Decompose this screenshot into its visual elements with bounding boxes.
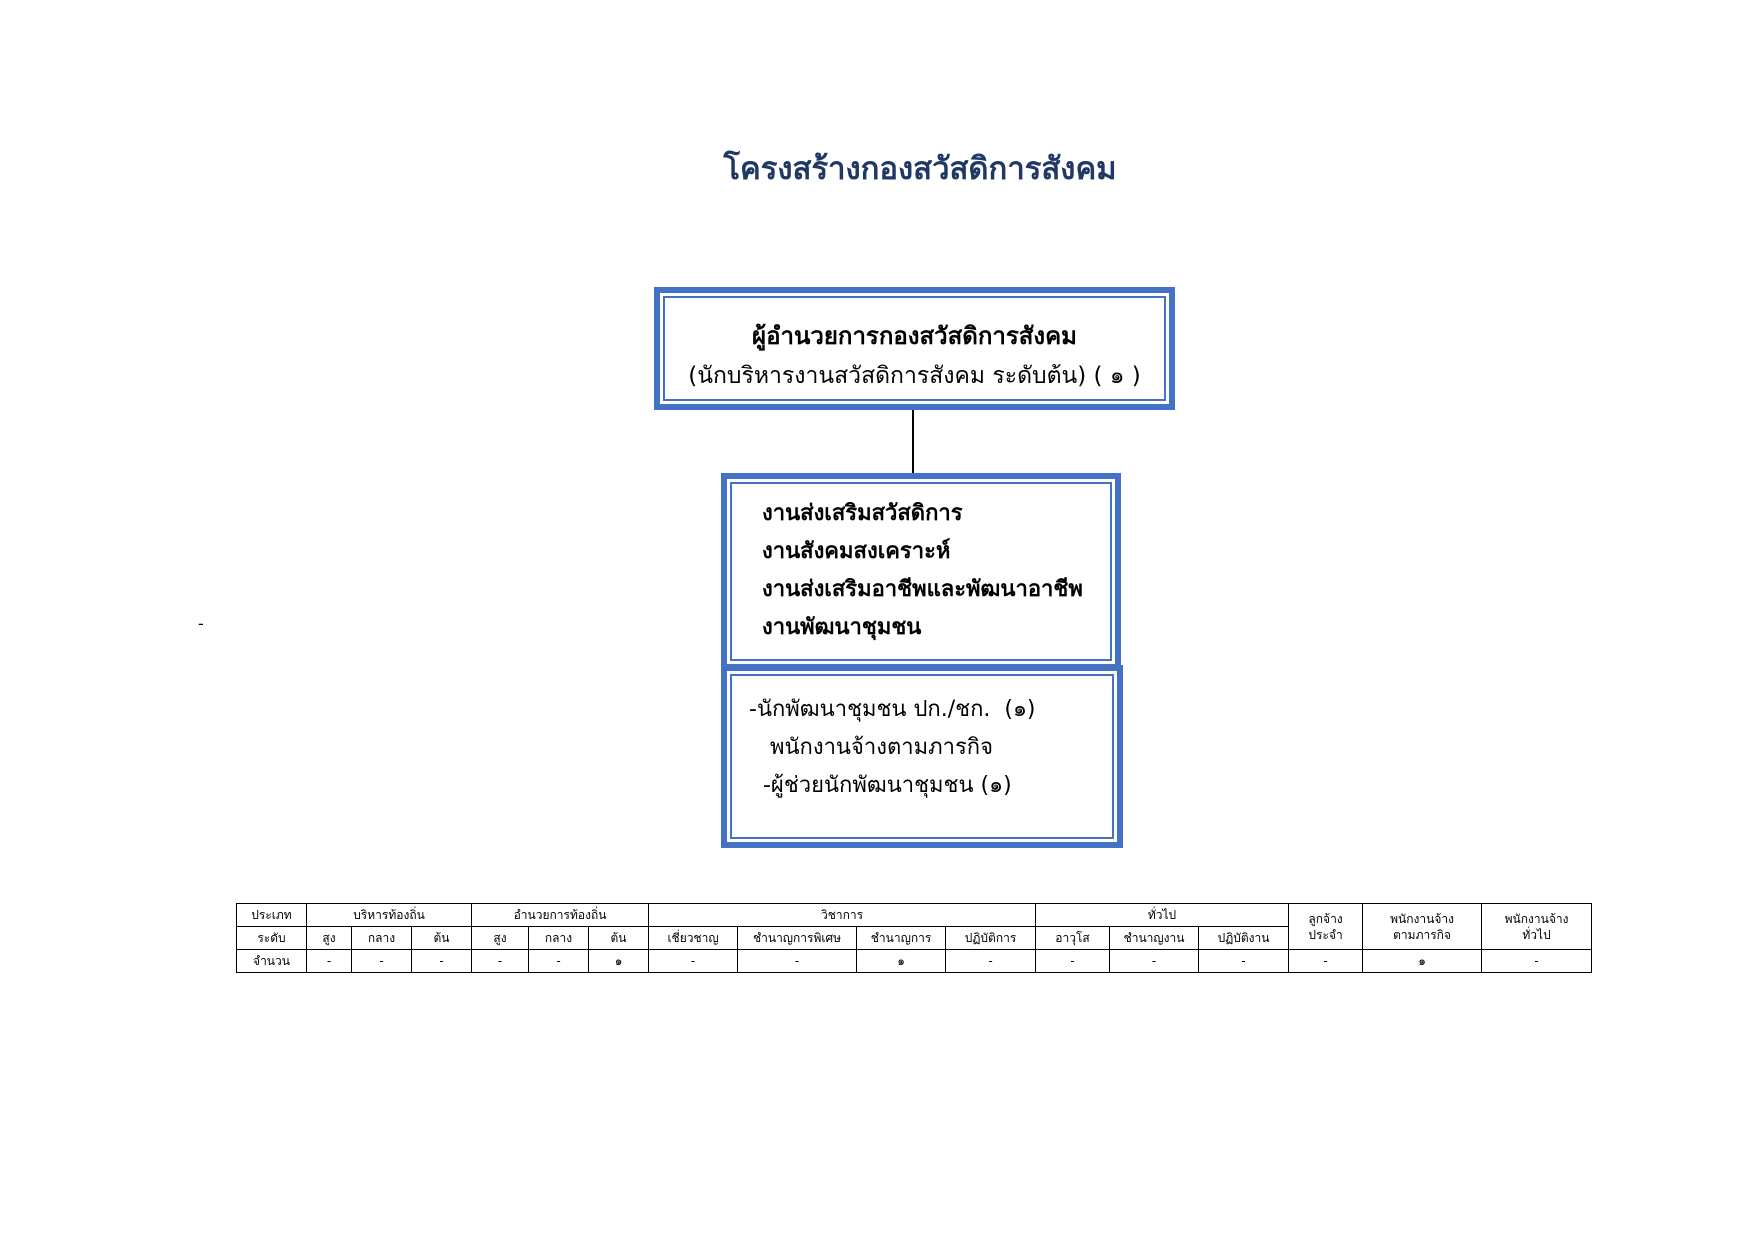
- level-cell: ชำนาญงาน: [1110, 927, 1199, 950]
- count-cell: -: [649, 950, 738, 973]
- group-academic: วิชาการ: [649, 904, 1036, 927]
- level-cell: ปฏิบัติงาน: [1199, 927, 1289, 950]
- work-item: งานสังคมสงเคราะห์: [762, 539, 951, 564]
- count-cell: ๑: [589, 950, 649, 973]
- count-cell: -: [529, 950, 589, 973]
- group-local-director: อำนวยการท้องถิ่น: [472, 904, 649, 927]
- group-local-admin: บริหารท้องถิ่น: [307, 904, 472, 927]
- staff-box: [721, 665, 1123, 848]
- type-label: ประเภท: [237, 904, 307, 927]
- count-cell: -: [1036, 950, 1110, 973]
- staff-item: -นักพัฒนาชุมชน ปก./ชก. (๑): [749, 697, 1036, 722]
- director-title: ผู้อำนวยการกองสวัสดิการสังคม: [752, 322, 1077, 350]
- mission-employee-header: พนักงานจ้าง ตามภารกิจ: [1363, 904, 1482, 950]
- org-connector-line: [912, 410, 914, 474]
- count-cell: -: [1289, 950, 1363, 973]
- level-cell: สูง: [307, 927, 352, 950]
- level-cell: อาวุโส: [1036, 927, 1110, 950]
- count-cell: -: [412, 950, 472, 973]
- count-cell: -: [1110, 950, 1199, 973]
- level-cell: ต้น: [589, 927, 649, 950]
- work-item: งานส่งเสริมสวัสดิการ: [762, 501, 963, 526]
- count-cell: -: [472, 950, 529, 973]
- side-dash-mark: -: [198, 614, 204, 633]
- permanent-employee-header: ลูกจ้าง ประจำ: [1289, 904, 1363, 950]
- director-subtitle: (นักบริหารงานสวัสดิการสังคม ระดับต้น) ( ๑ ): [688, 363, 1141, 389]
- table-header-row: [237, 904, 1592, 927]
- level-cell: ต้น: [412, 927, 472, 950]
- level-cell: สูง: [472, 927, 529, 950]
- level-cell: ปฏิบัติการ: [946, 927, 1036, 950]
- level-cell: เชี่ยวชาญ: [649, 927, 738, 950]
- level-cell: กลาง: [352, 927, 412, 950]
- count-cell: -: [738, 950, 857, 973]
- level-cell: ชำนาญการ: [857, 927, 946, 950]
- workforce-table: [236, 903, 1592, 973]
- count-cell: -: [946, 950, 1036, 973]
- work-item: งานส่งเสริมอาชีพและพัฒนาอาชีพ: [762, 577, 1083, 602]
- count-cell: ๑: [1363, 950, 1482, 973]
- count-cell: -: [1199, 950, 1289, 973]
- level-cell: กลาง: [529, 927, 589, 950]
- level-cell: ชำนาญการพิเศษ: [738, 927, 857, 950]
- works-box: [721, 473, 1121, 670]
- work-item: งานพัฒนาชุมชน: [762, 615, 922, 640]
- staff-item: พนักงานจ้างตามภารกิจ: [749, 735, 993, 760]
- staff-item: -ผู้ช่วยนักพัฒนาชุมชน (๑): [749, 773, 1012, 798]
- count-cell: -: [1482, 950, 1592, 973]
- level-label: ระดับ: [237, 927, 307, 950]
- count-cell: -: [352, 950, 412, 973]
- group-general: ทั่วไป: [1036, 904, 1289, 927]
- count-cell: ๑: [857, 950, 946, 973]
- count-cell: -: [307, 950, 352, 973]
- count-label: จำนวน: [237, 950, 307, 973]
- general-employee-header: พนักงานจ้าง ทั่วไป: [1482, 904, 1592, 950]
- director-box: [654, 287, 1175, 410]
- page-title: โครงสร้างกองสวัสดิการสังคม: [723, 151, 1117, 187]
- table-count-row: [237, 950, 1592, 973]
